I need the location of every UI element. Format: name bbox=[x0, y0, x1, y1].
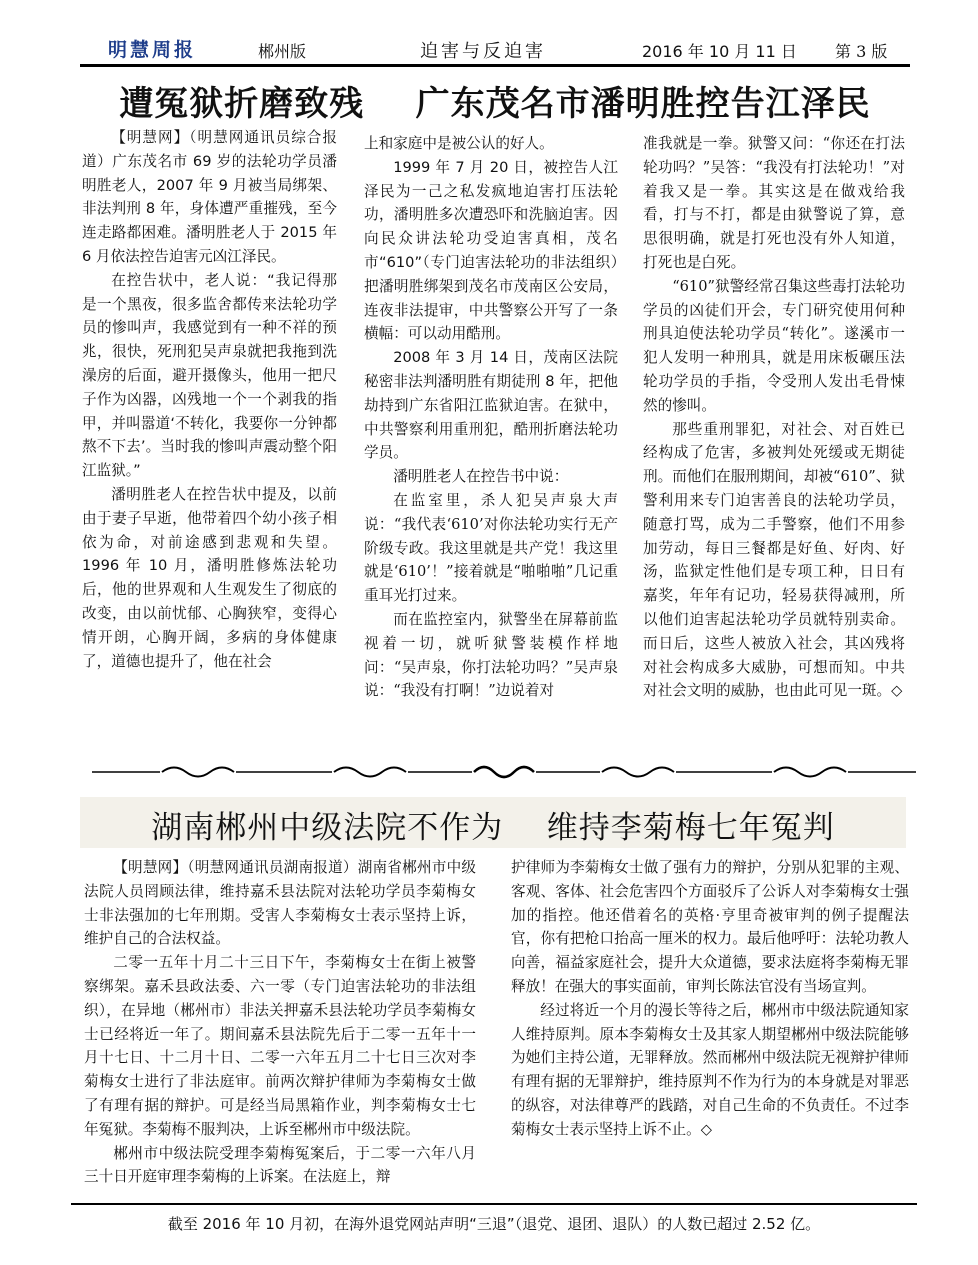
paragraph: 潘明胜老人在控告状中提及，以前由于妻子早逝，他带着四个幼小孩子相依为命，对前途感到悲观和失望。1996 年 10 月，潘明胜修炼法轮功后，他的世界观和人生观发生了彻底的改变，由以前忧郁、心胸狭窄，变得心情开朗，心胸开阔，多病的身体健康了，道德也提升了，他在社会 bbox=[82, 485, 337, 670]
paragraph: 经过将近一个月的漫长等待之后，郴州市中级法院通知家人维持原判。原本李菊梅女士及其家人期望郴州中级法院能够为她们主持公道，无罪释放。然而郴州中级法院无视辩护律师有理有据的无罪辩护，维持原判不作为行为的本身就是对罪恶的纵容，对法律尊严的践踏，对自己生命的不负责任。不过李菊梅女士表示坚持上诉不止。◇ bbox=[511, 1001, 909, 1138]
article1-column-2 bbox=[364, 132, 618, 703]
page-header bbox=[80, 33, 910, 65]
article2-column-1 bbox=[84, 856, 476, 1189]
paragraph: 郴州市中级法院受理李菊梅冤案后，于二零一六年八月三十日开庭审理李菊梅的上诉案。在法庭上，辩 bbox=[84, 1144, 476, 1186]
edition-label: 郴州版 bbox=[258, 42, 307, 61]
paragraph: 潘明胜老人在控告书中说： bbox=[393, 468, 569, 486]
masthead: 明慧周报 bbox=[108, 39, 197, 61]
paragraph: 护律师为李菊梅女士做了强有力的辩护，分别从犯罪的主观、客观、客体、社会危害四个方面驳斥了公诉人对李菊梅女士强加的指控。他还借着名的英格·亨里奇被审判的例子提醒法官，你有把枪口抬高一厘米的权力。最后他呼吁：法轮功教人向善，福益家庭社会，提升大众道德，要求法庭将李菊梅无罪释放！在强大的事实面前，审判长陈法官没有当场宣判。 bbox=[511, 859, 909, 995]
ornamental-divider bbox=[92, 762, 916, 782]
header-rule bbox=[80, 64, 910, 67]
paragraph: 2008 年 3 月 14 日，茂南区法院秘密非法判潘明胜有期徒刑 8 年，把他劫持到广东省阳江监狱迫害。在狱中，中共警察利用重刑犯，酷刑折磨法轮功学员。 bbox=[364, 349, 618, 462]
paragraph: 1999 年 7 月 20 日，被控告人江泽民为一己之私发疯地迫害打压法轮功，潘明胜多次遭恐吓和洗脑迫害。因向民众讲法轮功受迫害真相，茂名市“610”（专门迫害法轮功的非法组织）把潘明胜绑架到茂名市茂南区公安局，连夜非法提审，中共警察公开写了一条横幅：可以动用酷刑。 bbox=[364, 158, 618, 343]
article1-column-3 bbox=[643, 132, 905, 703]
paragraph: 【明慧网】（明慧网通讯员综合报道）广东茂名市 69 岁的法轮功学员潘明胜老人，2007 年 9 月被当局绑架、非法判刑 8 年，身体遭严重摧残，至今连走路都困难。潘明胜老人于 2015 年 6 月依法控告迫害元凶江泽民。 bbox=[82, 129, 337, 265]
page-number: 第 3 版 bbox=[835, 42, 888, 61]
article1-column-1 bbox=[82, 126, 337, 673]
paragraph: 二零一五年十月二十三日下午，李菊梅女士在街上被警察绑架。嘉禾县政法委、六一零（专门迫害法轮功的非法组织），在异地（郴州市）非法关押嘉禾县法轮功学员李菊梅女士已经将近一年了。期间嘉禾县法院先后于二零一五年十一月十七日、十二月十日、二零一六年五月二十七日三次对李菊梅女士进行了非法庭审。前两次辩护律师为李菊梅女士做了有理有据的辩护。可是经当局黑箱作业，判李菊梅女士七年冤狱。李菊梅不服判决，上诉至郴州市中级法院。 bbox=[84, 954, 476, 1138]
paragraph: 在控告状中，老人说：“我记得那是一个黑夜，很多监舍都传来法轮功学员的惨叫声，我感觉到有一种不祥的预兆，很快，死刑犯吴声泉就把我拖到洗澡房的后面，避开摄像头，他用一把尺子作为凶器，凶残地一个一个剥我的指甲，并叫嚣道‘不转化，我要你一分钟都熬不下去’。当时我的惨叫声震动整个阳江监狱。” bbox=[82, 271, 337, 480]
column-name: 迫害与反迫害 bbox=[420, 41, 546, 62]
paragraph: 准我就是一拳。狱警又问：“你还在打法轮功吗？”吴答：“我没有打法轮功！”对着我又是一拳。其实这是在做戏给我看，打与不打，都是由狱警说了算，意思很明确，就是打死也没有外人知道，打死也是白死。 bbox=[643, 135, 905, 271]
paragraph: 而在监控室内，狱警坐在屏幕前监视着一切，就听狱警装模作样地问：“吴声泉，你打法轮功吗？”吴声泉说：“我没有打啊！”边说着对 bbox=[364, 610, 618, 700]
paragraph: 上和家庭中是被公认的好人。 bbox=[364, 135, 554, 152]
issue-date: 2016 年 10 月 11 日 bbox=[642, 42, 797, 61]
paragraph: 【明慧网】（明慧网通讯员湖南报道）湖南省郴州市中级法院人员罔顾法律，维持嘉禾县法院对法轮功学员李菊梅女士非法强加的七年刑期。受害人李菊梅女士表示坚持上诉，维护自己的合法权益。 bbox=[84, 859, 476, 948]
article1-headline: 遭冤狱折磨致残 广东茂名市潘明胜控告江泽民 bbox=[119, 84, 871, 124]
footer-rule bbox=[71, 1203, 917, 1205]
paragraph: 在监室里，杀人犯吴声泉大声说：“我代表‘610’对你法轮功实行无产阶级专政。我这里就是共产党！我这里就是‘610’！”接着就是“啪啪啪”几记重重耳光打过来。 bbox=[364, 491, 618, 605]
article2-column-2 bbox=[511, 856, 909, 1142]
paragraph: 那些重刑罪犯，对社会、对百姓已经构成了危害，多被判处死缓或无期徒刑。而他们在服刑期间，却被“610”、狱警利用来专门迫害善良的法轮功学员，随意打骂，成为二手警察，他们不用参加劳动，每日三餐都是好鱼、好肉、好汤，监狱定性他们是专项工种，日日有嘉奖，年年有记功，轻易获得减刑，所以他们迫害起法轮功学员就特别卖命。而日后，这些人被放入社会，其凶残将对社会构成多大威胁，可想而知。中共对社会文明的威胁，也由此可见一斑。◇ bbox=[643, 420, 905, 700]
footer-notice: 截至 2016 年 10 月初，在海外退党网站声明“三退”（退党、退团、退队）的人数已超过 2.52 亿。 bbox=[167, 1215, 821, 1233]
article2-headline: 湖南郴州中级法院不作为 维持李菊梅七年冤判 bbox=[151, 810, 835, 846]
paragraph: “610”狱警经常召集这些毒打法轮功学员的凶徒们开会，专门研究使用何种刑具迫使法轮功学员“转化”。遂溪市一犯人发明一种刑具，就是用床板碾压法轮功学员的手指，令受刑人发出毛骨悚然的惨叫。 bbox=[643, 277, 905, 414]
